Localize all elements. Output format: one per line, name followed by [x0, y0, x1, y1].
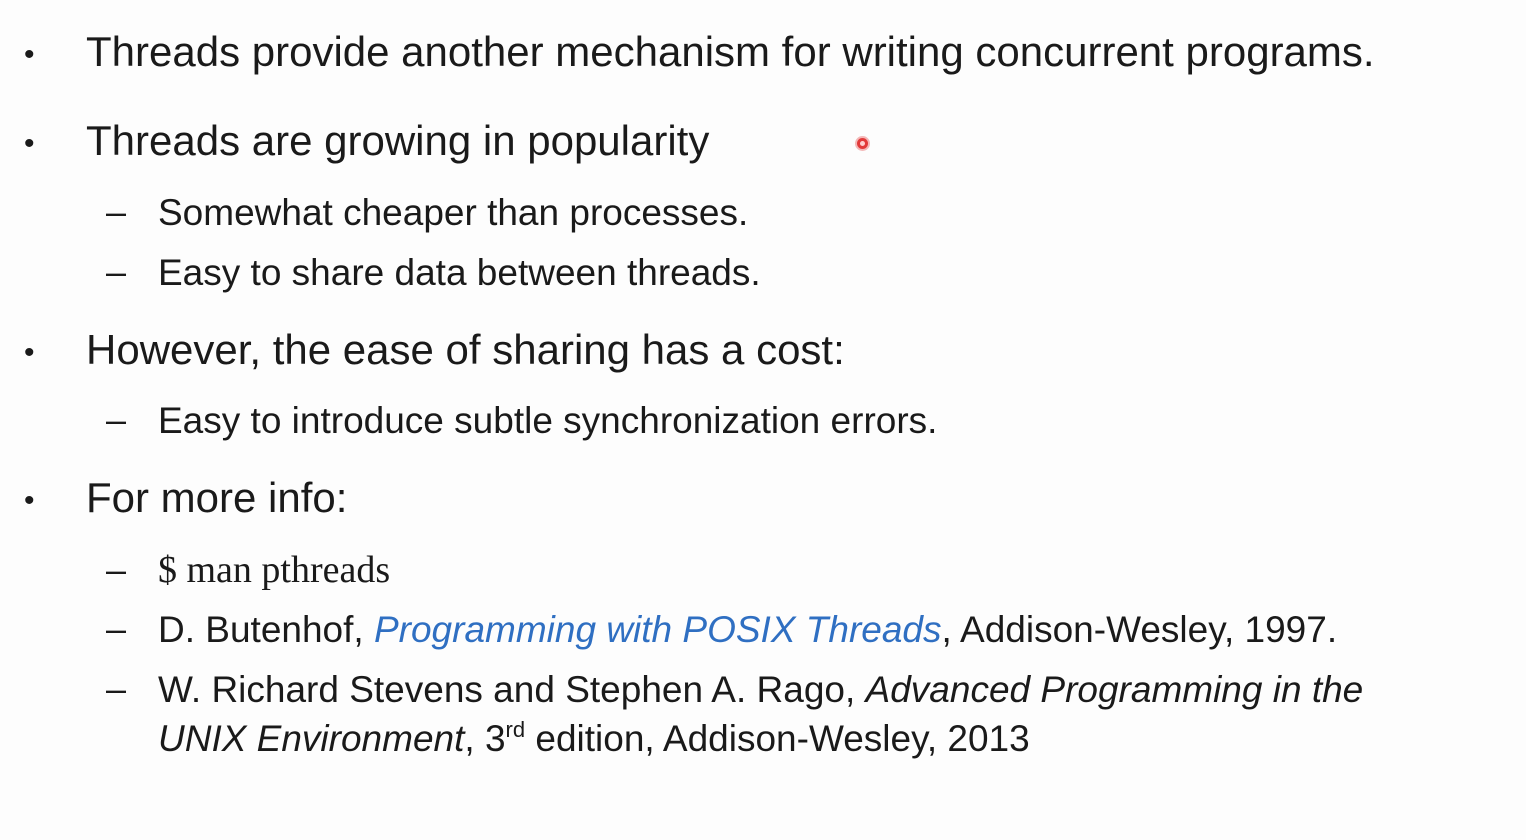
dash-marker: – [106, 608, 127, 649]
bullet-2-sub-1: Somewhat cheaper than processes. [158, 192, 749, 233]
bullet-3-text: However, the ease of sharing has a cost: [86, 326, 845, 373]
dash-marker: – [106, 399, 127, 440]
dash-marker: – [106, 191, 127, 232]
ref-stevens-title-1: Advanced Programming in the [865, 669, 1364, 710]
ref-stevens-title-2: UNIX Environment [158, 718, 465, 759]
ref-butenhof [158, 611, 1337, 648]
dash-marker: – [106, 549, 127, 590]
ref-butenhof-author: D. Butenhof, [158, 609, 374, 650]
bullet-marker: • [24, 38, 35, 71]
ref-butenhof-rest: , Addison-Wesley, 1997. [941, 609, 1338, 650]
ref-stevens-rest: edition, Addison-Wesley, 2013 [525, 718, 1030, 759]
bullet-1-text: Threads provide another mechanism for writing concurrent programs. [86, 28, 1375, 75]
ref-stevens-edition: , 3 [464, 718, 506, 759]
bullet-2-sub-2: Easy to share data between threads. [158, 252, 761, 293]
ref-stevens-line-1 [158, 671, 1363, 708]
bullet-marker: • [24, 336, 35, 369]
ref-man-pthreads: $ man pthreads [158, 549, 391, 591]
dash-marker: – [106, 668, 127, 709]
ref-stevens-line-2 [158, 717, 1030, 759]
ref-stevens-authors: W. Richard Stevens and Stephen A. Rago, [158, 669, 866, 710]
bullet-marker: • [24, 484, 35, 517]
laser-pointer-icon [857, 138, 868, 149]
bullet-marker: • [24, 127, 35, 160]
bullet-2-text: Threads are growing in popularity [86, 117, 710, 164]
bullet-4-text: For more info: [86, 474, 348, 521]
ref-stevens-edition-sup: rd [505, 717, 526, 742]
dash-marker: – [106, 251, 127, 292]
bullet-3-sub-1: Easy to introduce subtle synchronization errors. [158, 400, 938, 441]
ref-butenhof-title-link[interactable]: Programming with POSIX Threads [373, 609, 942, 650]
